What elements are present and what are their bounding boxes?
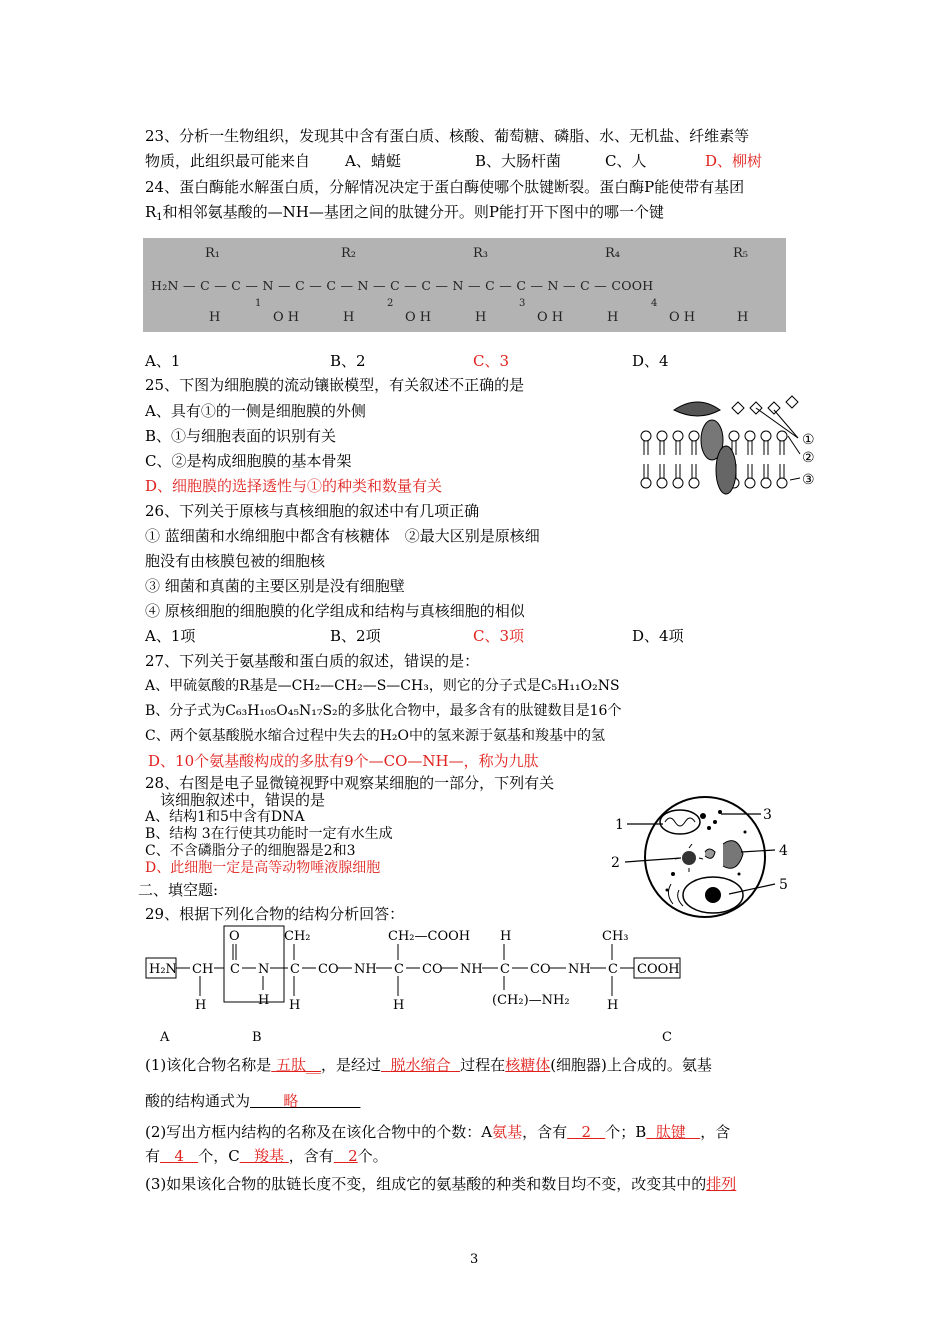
h-label-1: H — [209, 310, 221, 325]
q25-option-d: D、细胞膜的选择透性与①的种类和数量有关 — [145, 477, 443, 495]
q27-stem: 27、下列关于氨基酸和蛋白质的叙述，错误的是： — [145, 652, 480, 670]
q29-part1-line2: 酸的结构通式为 略 — [145, 1091, 360, 1111]
peptide-main-chain: H₂N — C — C — N — C — C — N — C — C — N — C — C — N — C — COOH — [151, 278, 654, 293]
bond-4-label: 4 — [651, 298, 658, 309]
svg-text:CH: CH — [192, 962, 214, 977]
oh-label-3: O H — [537, 310, 564, 325]
r5-label: R₅ — [733, 246, 748, 261]
svg-text:CH₂: CH₂ — [284, 929, 311, 944]
h-label-2: H — [343, 310, 355, 325]
q28-option-d: D、此细胞一定是高等动物唾液腺细胞 — [145, 860, 381, 876]
q27-option-b: B、分子式为C₆₃H₁₀₅O₄₅N₁₇S₂的多肽化合物中，最多含有的肽键数目是16个 — [145, 703, 622, 719]
membrane-label-2: ② — [802, 450, 815, 466]
q24-option-b: B、2 — [330, 352, 366, 370]
micrograph-label-1: 1 — [615, 817, 624, 833]
micrograph-label-4: 4 — [779, 843, 788, 859]
svg-text:CO: CO — [318, 962, 339, 977]
svg-text:(CH₂)—NH₂: (CH₂)—NH₂ — [492, 993, 570, 1008]
q28-stem-line1: 28、右图是电子显微镜视野中观察某细胞的一部分，下列有关 — [145, 774, 555, 792]
q23-option-c: C、人 — [605, 152, 647, 170]
r1-label: R₁ — [205, 246, 220, 261]
q26-option-a: A、1项 — [145, 627, 196, 645]
page-number: 3 — [470, 1252, 479, 1267]
q26-statement-3: ③ 细菌和真菌的主要区别是没有细胞壁 — [145, 577, 405, 595]
svg-text:CH₃: CH₃ — [602, 929, 629, 944]
answer-pentapeptide: 五肽__ — [276, 1056, 322, 1074]
svg-text:H₂N: H₂N — [149, 962, 177, 977]
answer-ribosome: 核糖体 — [505, 1056, 551, 1074]
q25-option-b: B、①与细胞表面的识别有关 — [145, 427, 337, 445]
struct-label-a: A — [160, 1030, 170, 1045]
svg-text:H: H — [607, 998, 619, 1013]
q28-option-c: C、不含磷脂分子的细胞器是2和3 — [145, 843, 356, 859]
q23-stem-line1: 23、分析一生物组织，发现其中含有蛋白质、核酸、葡萄糖、磷脂、水、无机盐、纤维素等 — [145, 127, 750, 145]
q25-option-a: A、具有①的一侧是细胞膜的外侧 — [145, 402, 366, 420]
h-label-3: H — [475, 310, 487, 325]
q24-stem-line1: 24、蛋白酶能水解蛋白质，分解情况决定于蛋白酶使哪个肽键断裂。蛋白酶P能使带有基团 — [145, 178, 745, 196]
q25-option-c: C、②是构成细胞膜的基本骨架 — [145, 452, 352, 470]
micrograph-label-5: 5 — [779, 877, 788, 893]
q23-option-a: A、蜻蜓 — [345, 152, 401, 170]
svg-text:C: C — [500, 962, 510, 977]
h-label-5: H — [737, 310, 749, 325]
q29-part3: (3)如果该化合物的肽链长度不变，组成它的氨基酸的种类和数目均不变，改变其中的排列 — [145, 1175, 737, 1193]
svg-text:NH: NH — [460, 962, 483, 977]
q26-statement-1b: 胞没有由核膜包被的细胞核 — [145, 552, 326, 570]
oh-label-1: O H — [273, 310, 300, 325]
struct-label-c: C — [662, 1030, 672, 1045]
svg-text:C: C — [394, 962, 404, 977]
section-2-heading: 二、填空题: — [138, 881, 219, 899]
r2-label: R₂ — [341, 246, 356, 261]
svg-text:CH₂—COOH: CH₂—COOH — [388, 929, 471, 944]
svg-text:NH: NH — [354, 962, 377, 977]
svg-text:N: N — [258, 962, 270, 977]
r3-label: R₃ — [473, 246, 488, 261]
q23-stem-line2: 物质，此组织最可能来自 — [145, 152, 311, 170]
r4-label: R₄ — [605, 246, 620, 261]
q24-stem-line2: $R_1$和相邻氨基酸的—NH—基团之间的肽键分开。则P能打开下图中的哪一个键 — [145, 203, 664, 223]
q27-option-c: C、两个氨基酸脱水缩合过程中失去的H₂O中的氢来源于氨基和羧基中的氢 — [145, 728, 606, 744]
svg-text:H: H — [289, 998, 301, 1013]
svg-text:C: C — [290, 962, 300, 977]
q23-option-d: D、柳树 — [705, 152, 763, 170]
svg-text:H: H — [195, 998, 207, 1013]
cell-membrane-figure — [628, 392, 826, 510]
q26-statement-4: ④ 原核细胞的细胞膜的化学组成和结构与真核细胞的相似 — [145, 602, 525, 620]
pentapeptide-structure — [140, 922, 700, 1024]
membrane-label-1: ① — [802, 432, 815, 448]
q27-option-d: D、10个氨基酸构成的多肽有9个—CO—NH—，称为九肽 — [148, 752, 539, 770]
q25-stem: 25、下图为细胞膜的流动镶嵌模型，有关叙述不正确的是 — [145, 376, 525, 394]
q26-option-b: B、2项 — [330, 627, 381, 645]
membrane-label-3: ③ — [802, 472, 815, 488]
q28-option-a: A、结构1和5中含有DNA — [145, 809, 305, 825]
q23-option-b: B、大肠杆菌 — [475, 152, 562, 170]
oh-label-4: O H — [669, 310, 696, 325]
q28-option-b: B、结构 3在行使其功能时一定有水生成 — [145, 826, 393, 842]
q26-option-d: D、4项 — [632, 627, 684, 645]
micrograph-label-2: 2 — [611, 855, 620, 871]
svg-text:O: O — [229, 929, 240, 944]
q26-stem: 26、下列关于原核与真核细胞的叙述中有几项正确 — [145, 502, 480, 520]
q24-option-a: A、1 — [145, 352, 181, 370]
q24-option-d: D、4 — [632, 352, 669, 370]
svg-text:CO: CO — [530, 962, 551, 977]
q29-part1-line1: (1)该化合物名称是 五肽__，是经过 脱水缩合 过程在核糖体(细胞器)上合成的。氨基 — [145, 1056, 712, 1074]
q26-option-c: C、3项 — [473, 627, 525, 645]
struct-label-b: B — [252, 1030, 262, 1045]
svg-text:H: H — [258, 993, 270, 1008]
oh-label-2: O H — [405, 310, 432, 325]
bond-2-label: 2 — [387, 298, 394, 309]
svg-text:H: H — [500, 929, 512, 944]
q28-stem-line2: 该细胞叙述中，错误的是 — [160, 791, 326, 809]
answer-dehydration: 脱水缩合 — [390, 1056, 451, 1074]
bond-3-label: 3 — [519, 298, 526, 309]
q27-option-a: A、甲硫氨酸的R基是—CH₂—CH₂—S—CH₃，则它的分子式是C₅H₁₁O₂NS — [145, 678, 620, 694]
h-label-4: H — [607, 310, 619, 325]
svg-text:COOH: COOH — [637, 962, 680, 977]
cell-micrograph-figure — [605, 792, 805, 922]
q29-part2-line2: 有 4 个，C 羧基 ，含有 2个。 — [145, 1147, 388, 1165]
svg-text:NH: NH — [568, 962, 591, 977]
bond-1-label: 1 — [255, 298, 262, 309]
q29-stem: 29、根据下列化合物的结构分析回答： — [145, 905, 405, 923]
peptide-figure — [143, 238, 786, 332]
svg-text:C: C — [230, 962, 240, 977]
q29-part2-line1: (2)写出方框内结构的名称及在该化合物中的个数：A氨基，含有 2 个；B 肽键 ，含 — [145, 1123, 731, 1141]
svg-text:C: C — [608, 962, 618, 977]
micrograph-label-3: 3 — [763, 807, 772, 823]
svg-text:H: H — [393, 998, 405, 1013]
answer-general-formula: 略 — [283, 1092, 299, 1110]
q24-option-c: C、3 — [473, 352, 510, 370]
q26-statement-1: ① 蓝细菌和水绵细胞中都含有核糖体 ②最大区别是原核细 — [145, 527, 540, 545]
svg-text:CO: CO — [422, 962, 443, 977]
